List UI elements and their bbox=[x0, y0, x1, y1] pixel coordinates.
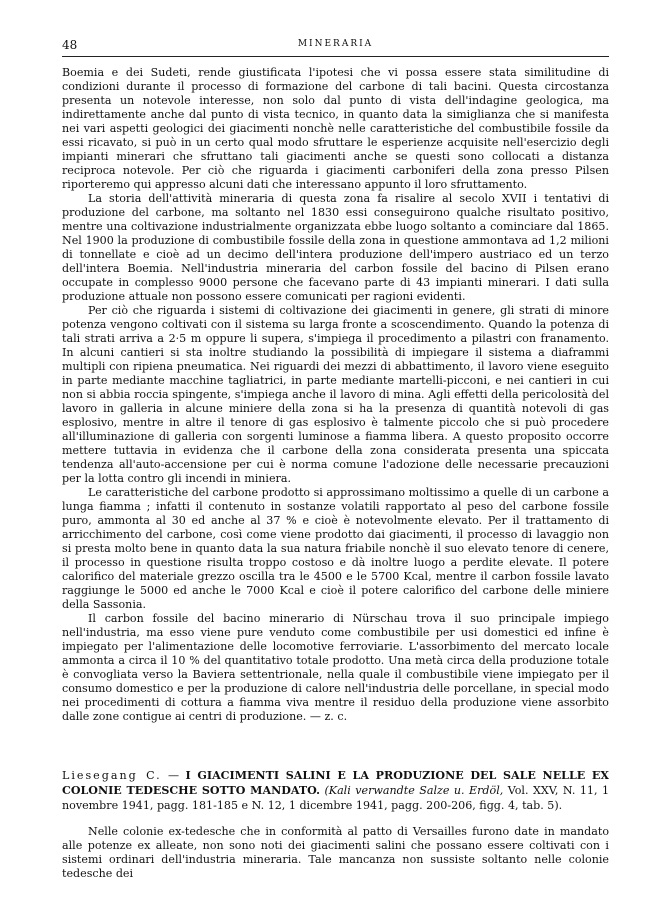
paragraph-coal-characteristics: Le caratteristiche del carbone prodotto si approssimano moltissimo a quelle di un carbone a lunga fiamma ; infatti il contenuto in sostanze volatili rapportato al peso del carbone fossile puro, ammonta al 30 ed anche al 37 % e cioè è notevolmente elevato. Per il trattamento di arricchimento del carbone, così come viene prodotto dai giacimenti, il processo di lavaggio non si presta molto bene in quanto data la sua natura friabile nonchè il suo elevato tenore di cenere, il processo in questione risulta troppo costoso e dà inoltre luogo a perdite elevate. Il potere calorifico del materiale grezzo oscilla tra le 4500 e le 5700 Kcal, mentre il carbon fossile lavato raggiunge le 5000 ed anche le 7000 Kcal e cioè il potere calorifico del carbone delle miniere della Sassonia. bbox=[62, 486, 609, 611]
source-details: Vol. XXV, N. 11, 1 novembre 1941, pagg. 181-185 e N. 12, 1 dicembre 1941, pagg. 200-206, figg. 4, tab. 5). bbox=[62, 784, 610, 812]
article-body bbox=[62, 66, 609, 881]
section-gap bbox=[62, 724, 609, 768]
running-title: MINERARIA bbox=[297, 39, 374, 49]
paragraph-nurschau: Il carbon fossile del bacino minerario di Nürschau trova il suo principale impiego nell'industria, ma esso viene pure venduto come combustibile per usi domestici ed infine è impiegato per l'alimentazione delle locomotive ferroviarie. L'assorbimento del mercato locale ammonta a circa il 10 % del quantitativo totale prodotto. Una metà circa della produzione totale è convogliata verso la Baviera settentrionale, nella quale il combustibile viene impiegato per il consumo domestico e per la produzione di calore nell'industria delle porcellane, in special modo nei procedimenti di cottura a fiamma viva mentre il residuo della produzione viene assorbito dalle zone contigue ai centri di produzione. — z. c. bbox=[62, 612, 609, 723]
heading-spacer bbox=[62, 813, 609, 825]
page-header bbox=[62, 38, 609, 54]
source-journal: (Kali verwandte Salze u. Erdöl, bbox=[324, 784, 504, 797]
paragraph-salt-colonies: Nelle colonie ex-tedesche che in conformità al patto di Versailles furono date in mandato alle potenze ex alleate, non sono noti dei giacimenti salini che possano essere coltivati con i sistemi ordinari dell'industria mineraria. Tale mancanza non sussiste soltanto nelle colonie tedesche dei bbox=[62, 825, 609, 880]
header-rule bbox=[62, 56, 609, 57]
article-heading bbox=[62, 768, 609, 813]
paragraph-history: La storia dell'attività mineraria di questa zona fa risalire al secolo XVII i tentativi di produzione del carbone, ma soltanto nel 1830 essi conseguirono qualche risultato positivo, mentre una coltivazione industrialmente organizzata ebbe luogo soltanto a cominciare dal 1865. Nel 1900 la produzione di combustibile fossile della zona in questione ammontava ad 1,2 milioni di tonnellate e cioè ad un decimo dell'intera produzione dell'impero austriaco ed un terzo dell'intera Boemia. Nell'industria mineraria del carbon fossile del bacino di Pilsen erano occupate in complesso 9000 persone che facevano parte di 43 impianti minerari. I dati sulla produzione attuale non possono essere comunicati per ragioni evidenti. bbox=[62, 192, 609, 303]
article-author: Liesegang C. bbox=[62, 769, 162, 782]
article-title: I GIACIMENTI SALINI E LA PRODUZIONE DEL SALE NELLE EX COLONIE TEDESCHE SOTTO MANDATO. bbox=[62, 769, 609, 797]
paragraph-continuation: Boemia e dei Sudeti, rende giustificata l'ipotesi che vi possa essere stata similitudine di condizioni durante il processo di formazione del carbone di tali bacini. Questa circostanza presenta un notevole interesse, non solo dal punto di vista dell'indagine geologica, ma indirettamente anche dal punto di vista tecnico, in quanto data la simiglianza che si manifesta nei vari aspetti geologici dei giacimenti nonchè nelle caratteristiche del combustibile fossile da essi ricavato, si può in un certo qual modo sfruttare le esperienze acquisite nell'esercizio degli impianti minerari che sfruttano tali giacimenti anche se questi sono collocati a distanza reciproca notevole. Per ciò che riguarda i giacimenti carboniferi della zona presso Pilsen riporteremo qui appresso alcuni dati che interessano appunto il loro sfruttamento. bbox=[62, 66, 609, 191]
paragraph-mining-systems: Per ciò che riguarda i sistemi di coltivazione dei giacimenti in genere, gli strati di minore potenza vengono coltivati con il sistema su larga fronte a scoscendimento. Quando la potenza di tali strati arriva a 2·5 m oppure li supera, s'impiega il procedimento a pilastri con franamento. In alcuni cantieri si sta inoltre studiando la possibilità di impiegare il sistema a diaframmi multipli con ripiena pneumatica. Nei riguardi dei mezzi di abbattimento, il lavoro viene eseguito in parte mediante macchine tagliatrici, in parte mediante martelli-picconi, e nei cantieri in cui non si abbia roccia spingente, s'impiega anche il lavoro di mina. Agli effetti della pericolosità del lavoro in galleria in alcune miniere della zona si ha la presenza di quantità notevoli di gas esplosivo, mentre in altre il tenore di gas esplosivo è talmente piccolo che si può procedere all'illuminazione di galleria con sorgenti luminose a fiamma libera. A questo proposito occorre mettere tuttavia in evidenza che il carbone della zona considerata presenta una spiccata tendenza all'auto-accensione per cui è norma comune l'adozione delle necessarie precauzioni per la lotta contro gli incendi in miniera. bbox=[62, 304, 609, 485]
heading-dash: — bbox=[161, 769, 186, 782]
page-number: 48 bbox=[62, 38, 78, 52]
